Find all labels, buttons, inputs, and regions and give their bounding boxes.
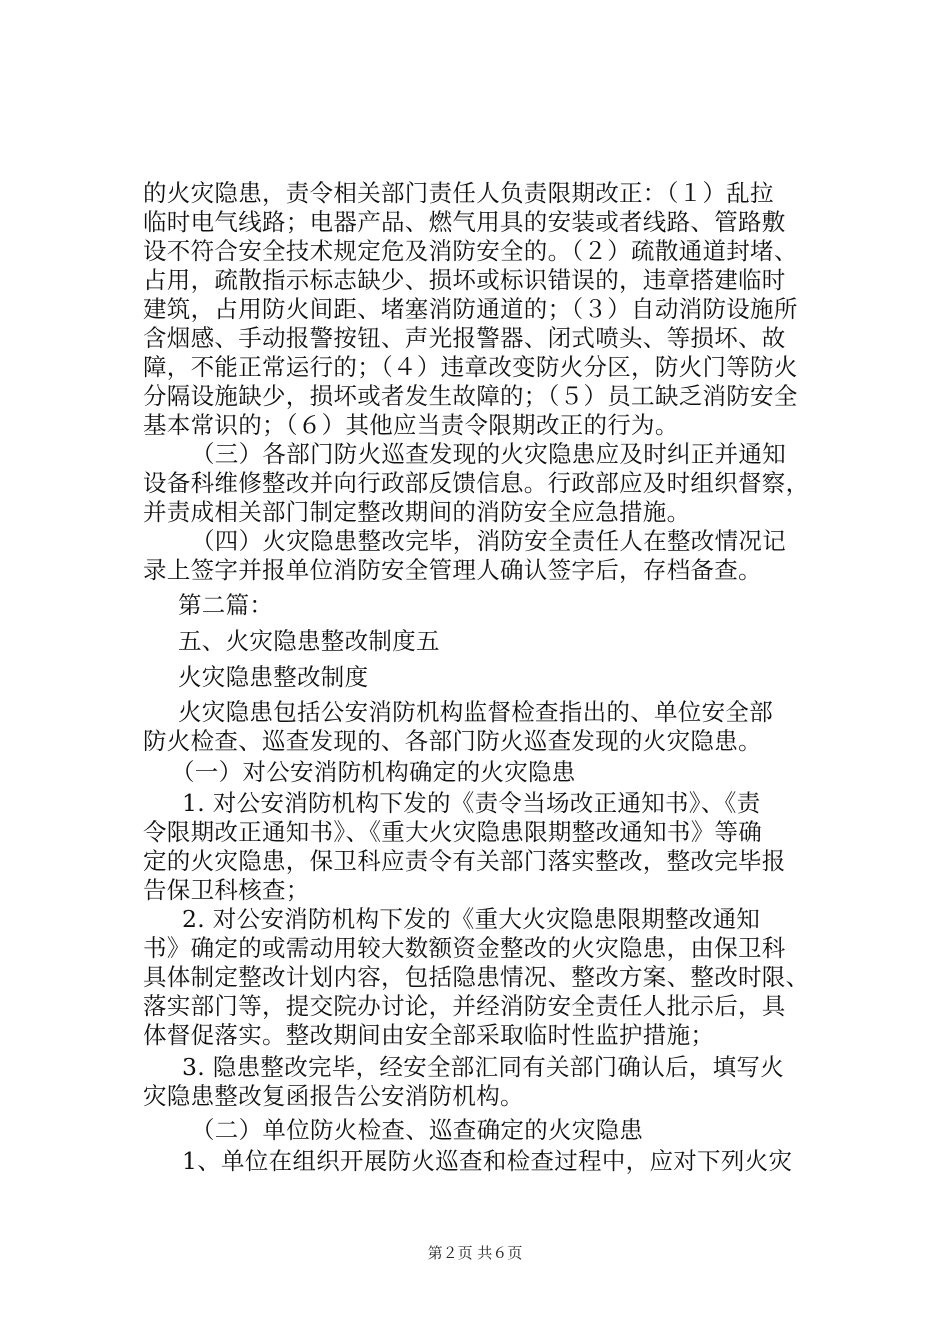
text-line: 防火检查、巡查发现的、各部门防火巡查发现的火灾隐患。 bbox=[143, 727, 762, 755]
paragraph-start: 火灾隐患包括公安消防机构监督检查指出的、单位安全部 bbox=[178, 698, 773, 726]
text-line: 含烟感、手动报警按钮、声光报警器、闭式喷头、等损坏、故 bbox=[143, 324, 786, 352]
text-line: 落实部门等，提交院办讨论，并经消防安全责任人批示后，具 bbox=[143, 992, 786, 1020]
paragraph-start: （三）各部门防火巡查发现的火灾隐患应及时纠正并通知 bbox=[191, 440, 786, 468]
text-line: 具体制定整改计划内容，包括隐患情况、整改方案、整改时限、 bbox=[143, 963, 810, 991]
section-heading: 五、火灾隐患整改制度五 bbox=[178, 627, 440, 655]
text-line: 障，不能正常运行的；（４）违章改变防火分区，防火门等防火 bbox=[143, 353, 798, 381]
paragraph-start: 3. 隐患整改完毕，经安全部汇同有关部门确认后，填写火 bbox=[182, 1053, 784, 1081]
text-line: 书》确定的或需动用较大数额资金整改的火灾隐患，由保卫科 bbox=[143, 934, 786, 962]
section-heading: 第二篇： bbox=[178, 591, 274, 619]
text-line: 设备科维修整改并向行政部反馈信息。行政部应及时组织督察， bbox=[143, 469, 810, 497]
paragraph-start: 1. 对公安消防机构下发的《责令当场改正通知书》、《责 bbox=[182, 789, 761, 817]
paragraph-start: 2. 对公安消防机构下发的《重大火灾隐患限期整改通知 bbox=[182, 905, 761, 933]
page-number-footer: 第２页 共６页 bbox=[427, 1244, 523, 1262]
text-line: 分隔设施缺少，损坏或者发生故障的；（５）员工缺乏消防安全 bbox=[143, 382, 798, 410]
text-line: 体督促落实。整改期间由安全部采取临时性监护措施； bbox=[143, 1021, 715, 1049]
text-line: 告保卫科核查； bbox=[143, 876, 310, 904]
paragraph-start: 1、单位在组织开展防火巡查和检查过程中，应对下列火灾 bbox=[182, 1147, 793, 1175]
text-line: 基本常识的；（６）其他应当责令限期改正的行为。 bbox=[143, 411, 679, 439]
text-line: 定的火灾隐患，保卫科应责令有关部门落实整改，整改完毕报 bbox=[143, 847, 786, 875]
section-heading: 火灾隐患整改制度 bbox=[178, 663, 369, 691]
paragraph-start: （四）火灾隐患整改完毕，消防安全责任人在整改情况记 bbox=[191, 527, 786, 555]
text-line: 建筑，占用防火间距、堵塞消防通道的；（３）自动消防设施所 bbox=[143, 295, 798, 323]
text-line: 的火灾隐患，责令相关部门责任人负责限期改正：（１）乱拉 bbox=[143, 179, 774, 207]
subsection-heading: （二）单位防火检查、巡查确定的火灾隐患 bbox=[191, 1116, 644, 1144]
text-line: 令限期改正通知书》、《重大火灾隐患限期整改通知书》等确 bbox=[143, 818, 763, 846]
text-line: 录上签字并报单位消防安全管理人确认签字后，存档备查。 bbox=[143, 556, 762, 584]
text-line: 灾隐患整改复函报告公安消防机构。 bbox=[143, 1082, 524, 1110]
text-line: 临时电气线路；电器产品、燃气用具的安装或者线路、管路敷 bbox=[143, 208, 786, 236]
text-line: 设不符合安全技术规定危及消防安全的。（２）疏散通道封堵、 bbox=[143, 237, 798, 265]
text-line: 占用，疏散指示标志缺少、损坏或标识错误的，违章搭建临时 bbox=[143, 266, 786, 294]
text-line: 并责成相关部门制定整改期间的消防安全应急措施。 bbox=[143, 498, 691, 526]
subsection-heading: （一）对公安消防机构确定的火灾隐患 bbox=[171, 758, 576, 786]
